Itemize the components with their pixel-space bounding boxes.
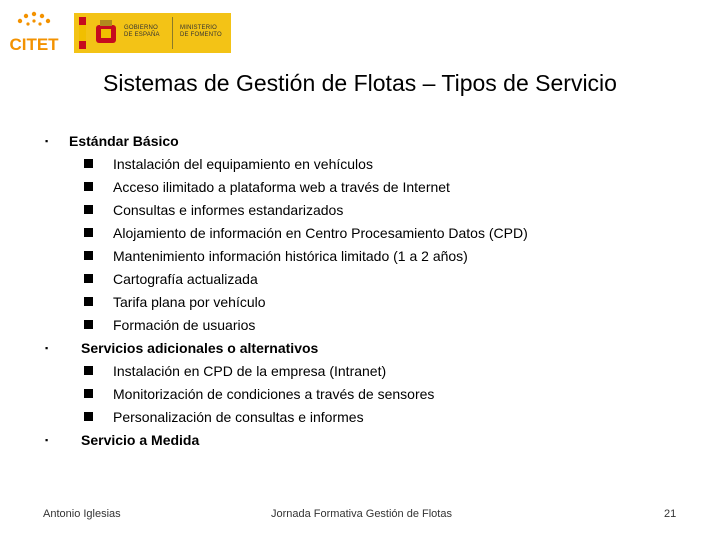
- coat-of-arms-icon: [94, 19, 118, 47]
- list-item-text: Personalización de consultas e informes: [113, 409, 364, 425]
- square-bullet-icon: ▪: [45, 136, 49, 146]
- gobierno-ministerio-logo: [74, 13, 231, 53]
- q-box-bullet-icon: [84, 159, 93, 168]
- footer-author: Antonio Iglesias: [43, 508, 121, 520]
- list-item-text: Monitorización de condiciones a través de sensores: [113, 386, 435, 402]
- spain-flag-icon: [79, 17, 86, 49]
- footer-page-number: 21: [664, 508, 677, 520]
- q-box-bullet-icon: [84, 182, 93, 191]
- list-item-text: Formación de usuarios: [113, 317, 256, 333]
- q-box-bullet-icon: [84, 412, 93, 421]
- list-item-text: Cartografía actualizada: [113, 271, 258, 287]
- square-bullet-icon: ▪: [45, 343, 49, 353]
- list-item-text: Alojamiento de información en Centro Procesamiento Datos (CPD): [113, 225, 528, 241]
- q-box-bullet-icon: [84, 205, 93, 214]
- q-box-bullet-icon: [84, 389, 93, 398]
- citet-logo-text: CITET: [9, 35, 59, 54]
- page-title: Sistemas de Gestión de Flotas – Tipos de Servicio: [103, 70, 617, 96]
- q-box-bullet-icon: [84, 297, 93, 306]
- q-box-bullet-icon: [84, 274, 93, 283]
- logo-divider: [172, 17, 173, 49]
- square-bullet-icon: ▪: [45, 435, 49, 445]
- citet-logo: [4, 8, 64, 60]
- section-label: Servicios adicionales o alternativos: [81, 340, 319, 356]
- list-item-text: Acceso ilimitado a plataforma web a través de Internet: [113, 179, 450, 195]
- gov-right-text: MINISTERIO DE FOMENTO: [180, 25, 222, 38]
- q-box-bullet-icon: [84, 366, 93, 375]
- list-item-text: Tarifa plana por vehículo: [113, 294, 266, 310]
- list-item-text: Instalación del equipamiento en vehículos: [113, 156, 373, 172]
- section-label: Estándar Básico: [69, 133, 179, 149]
- list-item-text: Consultas e informes estandarizados: [113, 202, 344, 218]
- section-label: Servicio a Medida: [81, 432, 200, 448]
- footer-event: Jornada Formativa Gestión de Flotas: [271, 508, 452, 520]
- gov-left-text: GOBIERNO DE ESPAÑA: [124, 25, 160, 38]
- list-item-text: Mantenimiento información histórica limitado (1 a 2 años): [113, 248, 468, 264]
- list-item-text: Instalación en CPD de la empresa (Intranet): [113, 363, 387, 379]
- q-box-bullet-icon: [84, 228, 93, 237]
- q-box-bullet-icon: [84, 251, 93, 260]
- q-box-bullet-icon: [84, 320, 93, 329]
